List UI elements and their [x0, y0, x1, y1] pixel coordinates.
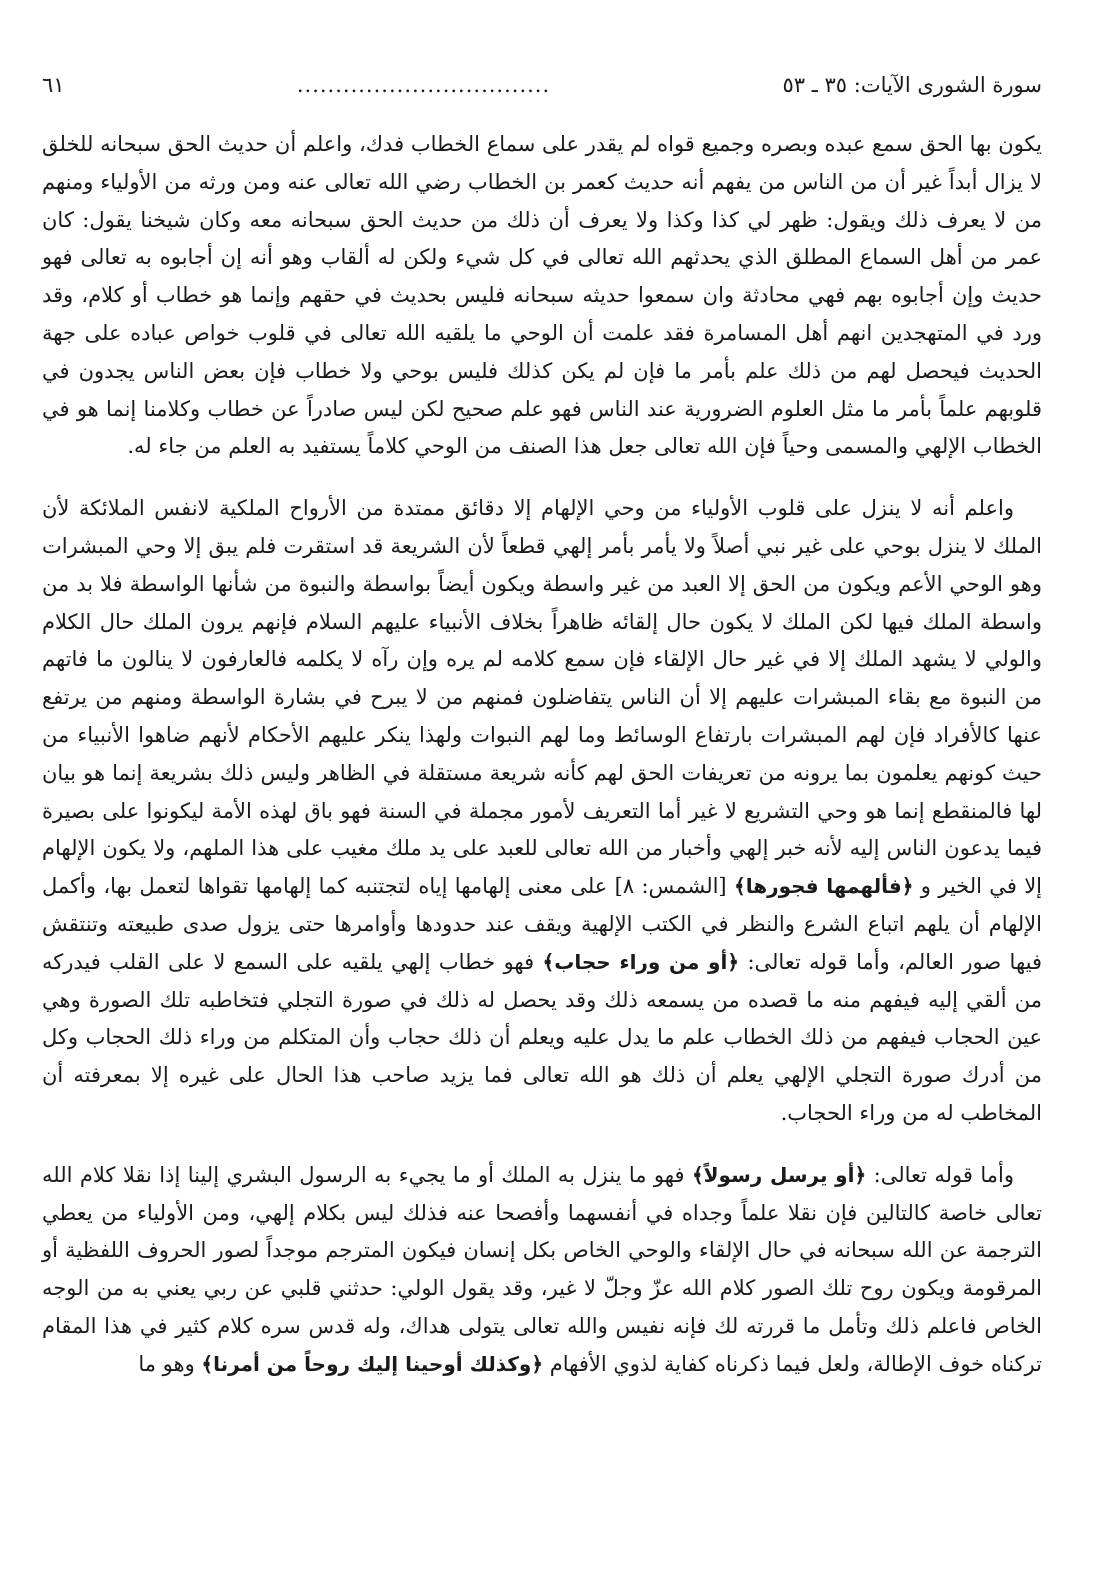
page-number: ٦١	[42, 73, 65, 97]
quran-verse: ﴿وكذلك أوحينا إليك روحاً من أمرنا﴾	[201, 1351, 544, 1376]
paragraph-text: [الشمس: ٨] على معنى إلهامها إياه لتجتنبه كما إلهامها تقواها لتعمل بها، وأكمل الإلهام أن يلهم اتباع الشرع والنظر في الكتب الإلهية ويقف عند حدودها وأوامرها حتى يزول صدى طبيعته وتنتقش فيها صور العالم، وأما قوله تعالى:	[42, 874, 1042, 974]
header-title: سورة الشورى الآيات: ٣٥ ـ ٥٣	[782, 73, 1042, 97]
paragraph-text: فهو خطاب إلهي يلقيه على السمع لا على القلب فيدركه من ألقي إليه فيفهم منه ما قصده من يسمعه ذلك وقد يحصل له ذلك في صورة التجلي فتخاطبه تلك الصورة وهي عين الحجاب فيفهم من ذلك الخطاب علم ما يدل عليه ويعلم أن ذلك حجاب وأن المتكلم من وراء ذلك الحجاب وكل من أدرك صورة التجلي الإلهي يعلم أن ذلك هو الله تعالى فما يزيد صاحب هذا الحال على غيره إلا بمعرفته أن المخاطب له من وراء الحجاب.	[42, 949, 1042, 1125]
paragraph-3	[42, 1157, 1042, 1384]
paragraph-text: وهو ما	[138, 1351, 202, 1376]
running-header	[42, 70, 1042, 104]
paragraph-2	[42, 490, 1042, 1133]
paragraph-text: يكون بها الحق سمع عبده وبصره وجميع قواه لم يقدر على سماع الخطاب فدك، واعلم أن حديث الحق سبحانه للخلق لا يزال أبداً غير أن من الناس من يفهم أنه حديث كعمر بن الخطاب رضي الله تعالى عنه ومن ورثه من الأولياء ومنهم من لا يعرف ذلك ويقول: ظهر لي كذا وكذا ولا يعرف أن ذلك من حديث الحق سبحانه معه وكان شيخنا يقول: كان عمر من أهل السماع المطلق الذي يحدثهم الله تعالى في كل شيء ولكن له ألقاب وهو أنه إن أجابوه به تعالى فهو حديث وإن أجابوه بهم فهي محادثة وان سمعوا حديثه سبحانه فليس بحديث في حقهم وإنما هو خطاب أو كلام، وقد ورد في المتهجدين انهم أهل المسامرة فقد علمت أن الوحي ما يلقيه الله تعالى في قلوب خواص عباده على جهة الحديث فيحصل لهم من ذلك علم بأمر ما فإن لم يكن كذلك فليس بوحي ولا خطاب فإن بعض الناس يجدون في قلوبهم علماً بأمر ما مثل العلوم الضرورية عند الناس فهو علم صحيح لكن ليس صادراً عن خطاب وكلامنا إنما هو في الخطاب الإلهي والمسمى وحياً فإن الله تعالى جعل هذا الصنف من الوحي كلاماً يستفيد به العلم من جاء له.	[42, 132, 1042, 459]
header-leader-dots: .................................	[296, 73, 551, 97]
paragraph-1	[42, 126, 1042, 466]
quran-verse: ﴿أو من وراء حجاب﴾	[542, 949, 740, 974]
paragraph-text: وأما قوله تعالى:	[866, 1162, 1015, 1187]
paragraph-text: واعلم أنه لا ينزل على قلوب الأولياء من وحي الإلهام إلا دقائق ممتدة من الأرواح الملكية لانفس الملائكة لأن الملك لا ينزل بوحي على غير نبي أصلاً ولا يأمر بأمر إلهي قطعاً لأن الشريعة قد استقرت فلم يبق إلا وحي المبشرات وهو الوحي الأعم ويكون من الحق إلا العبد من غير واسطة ويكون أيضاً بواسطة والنبوة من شأنها الواسطة فلا بد من واسطة الملك فيها لكن الملك لا يكون حال إلقائه ظاهراً بخلاف الأنبياء عليهم السلام فإنهم يرون الملك حال الكلام والولي لا يشهد الملك إلا في غير حال الإلقاء فإن سمع كلامه لم يره وإن رآه لا يكلمه فالعارفون لا ينالون ما فاتهم من النبوة مع بقاء المبشرات عليهم إلا أن الناس يتفاضلون فمنهم من لا يبرح في بشارة الواسطة ومنهم من يرتفع عنها كالأفراد فإن لهم المبشرات بارتفاع الوسائط وما لهم النبوات ولهذا ينكر عليهم الأحكام لأنهم ضاهوا الأنبياء من حيث كونهم يعلمون بما يرونه من تعريفات الحق لهم كأنه شريعة مستقلة في الظاهر وليس ذلك بشريعة إنما هو بيان لها فالمنقطع إنما هو وحي التشريع لا غير أما التعريف لأمور مجملة في السنة فهو باق لهذه الأمة ليكونوا على بصيرة فيما يدعون الناس إليه لأنه خبر إلهي وأخبار من الله تعالى للعبد على يد ملك مغيب على هذا الملهم، ولا يكون الإلهام إلا في الخير و	[42, 496, 1043, 899]
paragraph-text: فهو ما ينزل به الملك أو ما يجيء به الرسول البشري إلينا إذا نقلا كلام الله تعالى خاصة كالتالين فإن نقلا علماً وجداه في أنفسهما وأفصحا عنه فذلك ليس بكلام إلهي، ومن الأولياء من يعطي الترجمة عن الله سبحانه في حال الإلقاء والوحي الخاص بكل إنسان فيكون المترجم موجداً لصور الحروف اللفظية أو المرقومة ويكون روح تلك الصور كلام الله عزّ وجلّ لا غير، وقد يقول الولي: حدثني قلبي عن ربي يعني به من الوجه الخاص فاعلم ذلك وتأمل ما قررته لك فإنه نفيس والله تعالى يتولى هداك، وله قدس سره كلام كثير في هذا المقام تركناه خوف الإطالة، ولعل فيما ذكرناه كفاية لذوي الأفهام	[42, 1162, 1042, 1376]
quran-verse: ﴿أو يرسل رسولاً﴾	[691, 1162, 867, 1187]
book-page	[42, 70, 1042, 1560]
quran-verse: ﴿فألهمها فجورها﴾	[733, 874, 914, 899]
